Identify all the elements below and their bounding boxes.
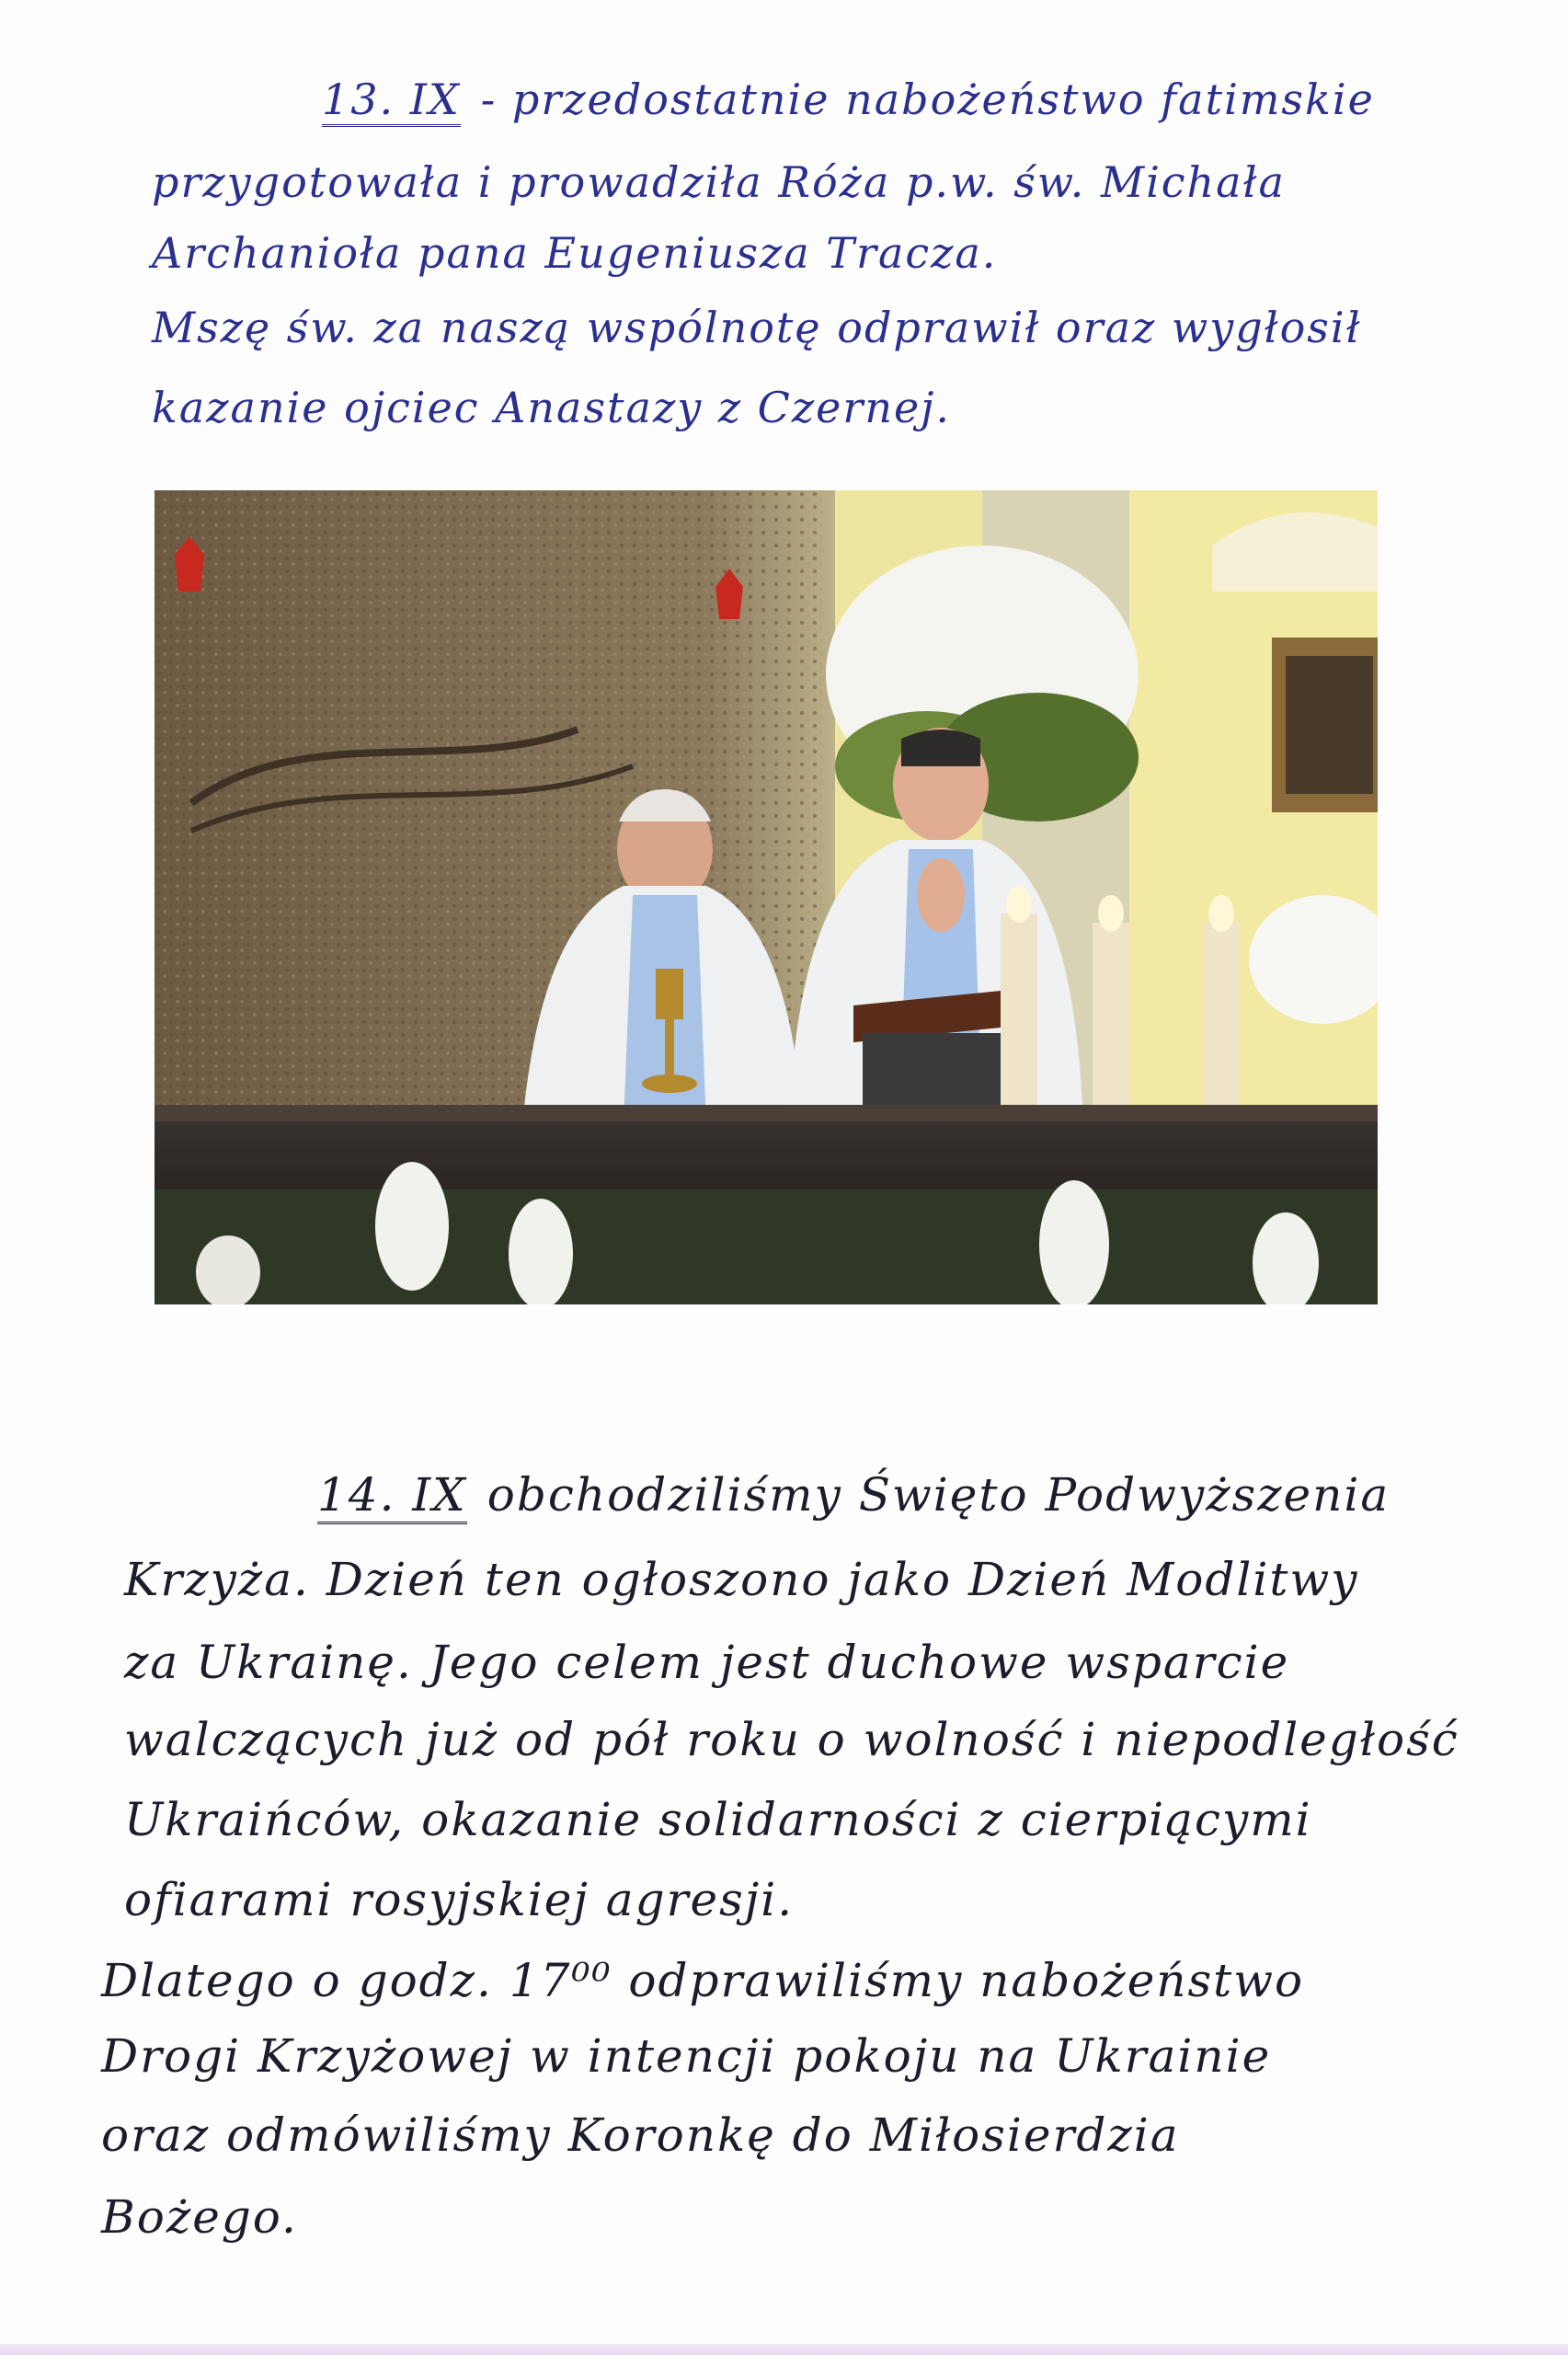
- entry1-line-4: Mszę św. za naszą wspólnotę odprawił oraz wygłosił: [152, 303, 1362, 352]
- entry2-line-5: Ukraińców, okazanie solidarności z cierpiącymi: [124, 1793, 1312, 1846]
- entry1-line-1: 13. IX - przedostatnie nabożeństwo fatimskie: [322, 78, 1375, 127]
- entry1-line-3: Archanioła pana Eugeniusza Tracza.: [152, 228, 998, 278]
- entry2-line-2: Krzyża. Dzień ten ogłoszono jako Dzień Modlitwy: [124, 1553, 1359, 1606]
- entry2-line-7: Dlatego o godz. 17⁰⁰ odprawiliśmy nabożeństwo: [101, 1954, 1305, 2007]
- entry2-line-6: ofiarami rosyjskiej agresji.: [124, 1873, 795, 1926]
- entry2-line-3: za Ukrainę. Jego celem jest duchowe wsparcie: [124, 1636, 1290, 1689]
- altar-mass-photo-icon: [155, 490, 1378, 1304]
- entry1-line-5: kazanie ojciec Anastazy z Czernej.: [152, 383, 952, 432]
- page-edge: [0, 2344, 1568, 2355]
- entry2-line-8: Drogi Krzyżowej w intencji pokoju na Ukrainie: [101, 2029, 1272, 2083]
- entry1-date: 13. IX: [322, 78, 461, 127]
- entry2-date: 14. IX: [317, 1472, 467, 1524]
- entry2-line-1: 14. IX obchodziliśmy Święto Podwyższenia: [317, 1472, 1390, 1524]
- altar-mass-photo: [155, 490, 1378, 1304]
- entry2-line-9: oraz odmówiliśmy Koronkę do Miłosierdzia: [101, 2108, 1180, 2162]
- entry2-line-10: Bożego.: [101, 2190, 298, 2244]
- entry1-line-2: przygotowała i prowadziła Róża p.w. św. Michała: [152, 157, 1286, 207]
- entry2-line-4: walczących już od pół roku o wolność i niepodległość: [124, 1713, 1459, 1766]
